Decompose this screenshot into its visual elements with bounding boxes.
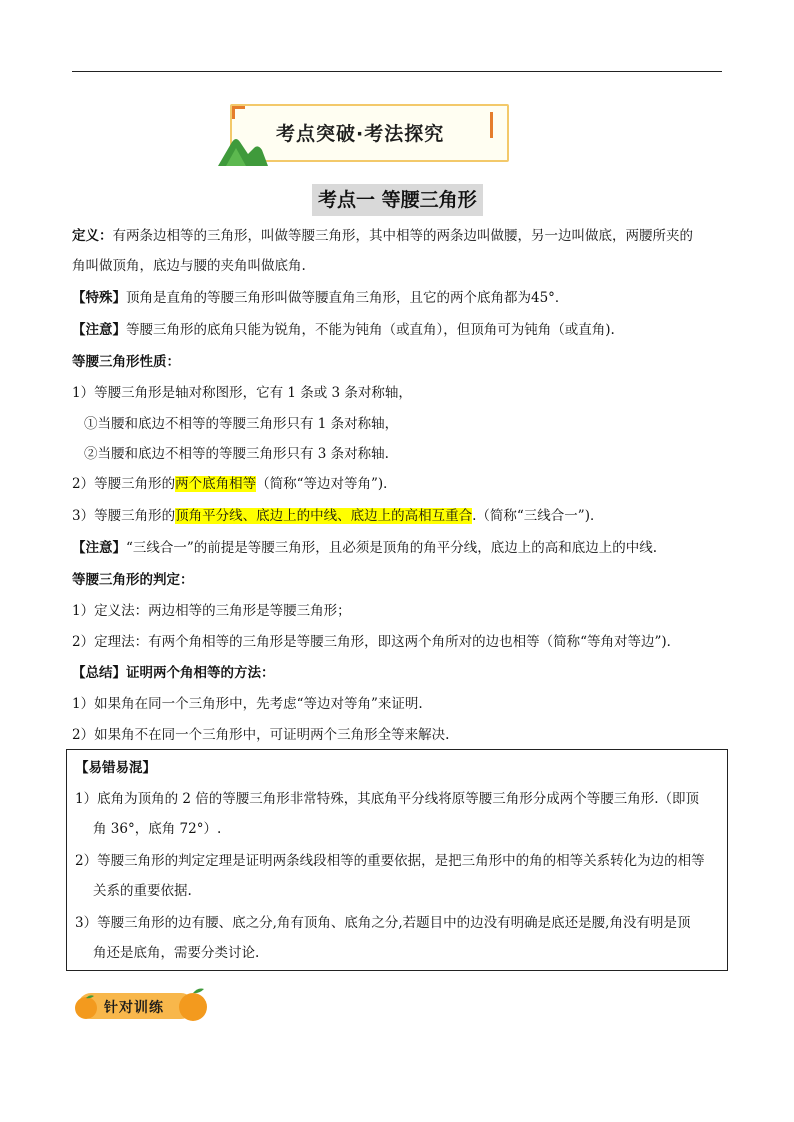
property-3-suffix: .（简称“三线合一”)．	[472, 508, 604, 524]
mistakes-box	[66, 749, 728, 971]
property-3-prefix: 3）等腰三角形的	[72, 508, 176, 524]
definition-line-1	[72, 226, 693, 246]
property-2-suffix: （简称“等边对等角”)．	[256, 476, 397, 492]
special-label: 【特殊】	[72, 290, 126, 306]
property-1: 1）等腰三角形是轴对称图形，它有 1 条或 3 条对称轴，	[72, 385, 412, 401]
definition-text-1: 有两条边相等的三角形，叫做等腰三角形，其中相等的两条边叫做腰，另一边叫做底，两腰所夹的	[112, 228, 693, 244]
training-label: 针对训练	[104, 1000, 164, 1016]
definition-label: 定义：	[72, 228, 113, 244]
summary-heading: 【总结】证明两个角相等的方法：	[72, 665, 275, 681]
note-three-lines	[72, 538, 657, 558]
judgement-1: 1）定义法：两边相等的三角形是等腰三角形；	[72, 603, 351, 619]
summary-2: 2）如果角不在同一个三角形中，可证明两个三角形全等来解决.	[72, 727, 450, 743]
mountain-icon	[218, 134, 268, 166]
property-3-highlight: 顶角平分线、底边上的中线、底边上的高相互重合	[175, 508, 473, 524]
note-label-2: 【注意】	[72, 540, 126, 556]
note-label: 【注意】	[72, 322, 126, 338]
property-3	[72, 506, 603, 526]
note-text: 等腰三角形的底角只能为锐角，不能为钝角（或直角），但顶角可为钝角（或直角).	[126, 322, 615, 338]
properties-heading: 等腰三角形性质：	[72, 354, 180, 370]
note-text-2: “三线合一”的前提是等腰三角形，且必须是顶角的角平分线，底边上的高和底边上的中线.	[126, 540, 658, 556]
property-1b: ②当腰和底边不相等的等腰三角形只有 3 条对称轴.	[84, 446, 389, 462]
mistake-1-line-2: 角 36°，底角 72°）.	[93, 821, 222, 837]
training-badge	[72, 985, 212, 1025]
mistake-3-line-1: 3）等腰三角形的边有腰、底之分,角有顶角、底角之分,若题目中的边没有明确是底还是腰,角没有明是顶	[75, 915, 691, 931]
section-banner	[218, 100, 508, 166]
banner-side-decoration	[490, 112, 493, 138]
header-rule	[72, 71, 722, 72]
summary-1: 1）如果角在同一个三角形中，先考虑“等边对等角”来证明.	[72, 696, 423, 712]
banner-corner-decoration	[232, 106, 245, 119]
special-text: 顶角是直角的等腰三角形叫做等腰直角三角形，且它的两个底角都为45°．	[126, 290, 569, 306]
property-2-highlight: 两个底角相等	[175, 476, 257, 492]
judgement-2: 2）定理法：有两个角相等的三角形是等腰三角形，即这两个角所对的边也相等（简称“等角对等边”)．	[72, 634, 681, 650]
property-2	[72, 474, 397, 494]
judgement-heading: 等腰三角形的判定：	[72, 572, 194, 588]
mistake-3-line-2: 角还是底角，需要分类讨论.	[93, 945, 260, 961]
banner-title: 考点突破·考法探究	[276, 123, 445, 145]
mistake-1-line-1: 1）底角为顶角的 2 倍的等腰三角形非常特殊，其底角平分线将原等腰三角形分成两个等腰三角形.（即顶	[75, 791, 700, 807]
orange-icon	[72, 993, 100, 1021]
special-note	[72, 288, 568, 308]
definition-line-2: 角叫做顶角，底边与腰的夹角叫做底角.	[72, 258, 306, 274]
mistakes-heading: 【易错易混】	[75, 760, 156, 776]
mistake-2-line-1: 2）等腰三角形的判定定理是证明两条线段相等的重要依据，是把三角形中的角的相等关系转化为边的相等	[75, 853, 705, 869]
mistake-2-line-2: 关系的重要依据.	[93, 883, 192, 899]
section-title: 考点一 等腰三角形	[312, 184, 483, 216]
orange-icon	[176, 985, 210, 1023]
note-bottom-angle	[72, 320, 615, 340]
property-2-prefix: 2）等腰三角形的	[72, 476, 176, 492]
property-1a: ①当腰和底边不相等的等腰三角形只有 1 条对称轴，	[84, 416, 399, 432]
